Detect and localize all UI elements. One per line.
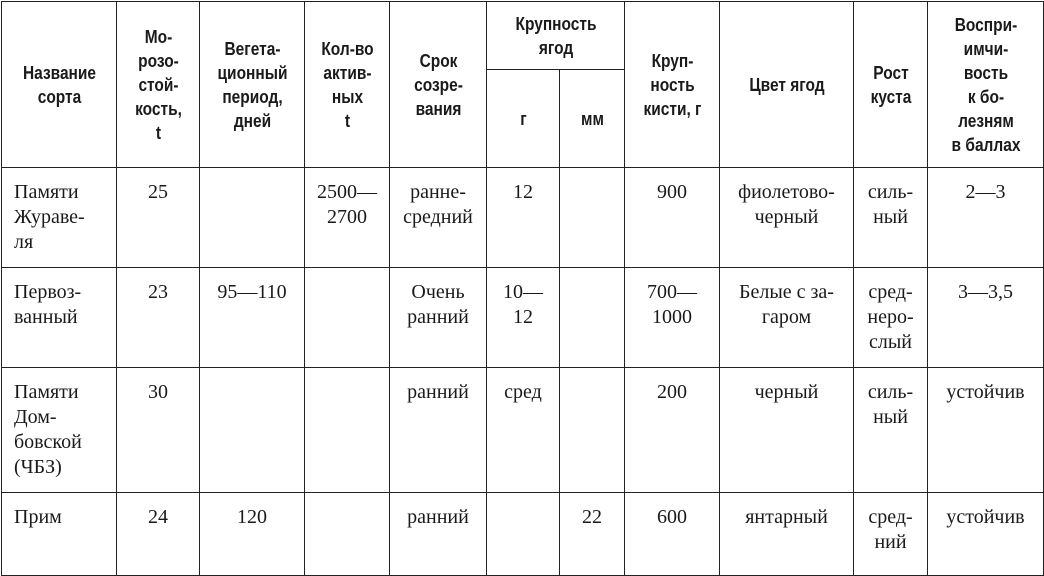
header-berry-mm: мм [564, 70, 620, 168]
cell-berry-mm [560, 368, 625, 493]
table-row [2, 368, 1044, 493]
cell-disease: устойчив [928, 493, 1044, 576]
cell-cluster: 700— 1000 [625, 268, 720, 368]
cell-growth: силь- ный [854, 368, 928, 493]
cell-disease: устойчив [928, 368, 1044, 493]
cell-ripening: ранний [390, 493, 487, 576]
header-variety-name: Название сорта [10, 2, 109, 168]
cell-growth: сред- неро- слый [854, 268, 928, 368]
cell-active-temps [305, 368, 390, 493]
cell-cluster: 900 [625, 168, 720, 268]
header-ripening-time: Срок созре- вания [396, 2, 479, 168]
table-row [2, 493, 1044, 576]
cell-ripening: ранне- средний [390, 168, 487, 268]
cell-disease: 3—3,5 [928, 268, 1044, 368]
cell-berry-mm: 22 [560, 493, 625, 576]
cell-color: фиолетово- черный [720, 168, 854, 268]
cell-frost: 23 [117, 268, 200, 368]
header-frost-resistance: Мо- розо- стой- кость, t [122, 2, 193, 168]
cell-active-temps: 2500— 2700 [305, 168, 390, 268]
cell-frost: 30 [117, 368, 200, 493]
cell-color: янтарный [720, 493, 854, 576]
cell-vegetation: 95—110 [200, 268, 305, 368]
cell-cluster: 600 [625, 493, 720, 576]
cell-vegetation: 120 [200, 493, 305, 576]
cell-berry-grams: 10— 12 [487, 268, 560, 368]
header-cluster-size: Круп- ность кисти, г [631, 2, 713, 168]
cell-vegetation [200, 168, 305, 268]
cell-berry-mm [560, 268, 625, 368]
cell-active-temps [305, 493, 390, 576]
grape-varieties-table [1, 1, 1044, 576]
cell-growth: сред- ний [854, 493, 928, 576]
cell-berry-grams [487, 493, 560, 576]
cell-variety-name: Прим [2, 493, 117, 576]
cell-growth: силь- ный [854, 168, 928, 268]
cell-color: Белые с за- гаром [720, 268, 854, 368]
header-vegetation-period: Вегета- ционный период, дней [207, 2, 297, 168]
cell-disease: 2—3 [928, 168, 1044, 268]
header-berry-size: Крупность ягод [496, 2, 615, 70]
cell-variety-name: Первоз- ванный [2, 268, 117, 368]
cell-active-temps [305, 268, 390, 368]
cell-color: черный [720, 368, 854, 493]
cell-variety-name: Памяти Дом- бовской (ЧБЗ) [2, 368, 117, 493]
cell-cluster: 200 [625, 368, 720, 493]
header-berry-color: Цвет ягод [729, 2, 844, 168]
table-row [2, 168, 1044, 268]
header-disease-susceptibility: Воспри- имчи- вость к бо- лезням в баллах [936, 2, 1036, 168]
table-row [2, 268, 1044, 368]
cell-ripening: Очень ранний [390, 268, 487, 368]
header-bush-growth: Рост куста [859, 2, 923, 168]
cell-berry-grams: 12 [487, 168, 560, 268]
header-active-temperatures: Кол-во актив- ных t [310, 2, 383, 168]
cell-berry-mm [560, 168, 625, 268]
header-berry-grams: г [492, 70, 555, 168]
cell-frost: 25 [117, 168, 200, 268]
cell-vegetation [200, 368, 305, 493]
cell-ripening: ранний [390, 368, 487, 493]
cell-variety-name: Памяти Жураве- ля [2, 168, 117, 268]
cell-berry-grams: сред [487, 368, 560, 493]
cell-frost: 24 [117, 493, 200, 576]
